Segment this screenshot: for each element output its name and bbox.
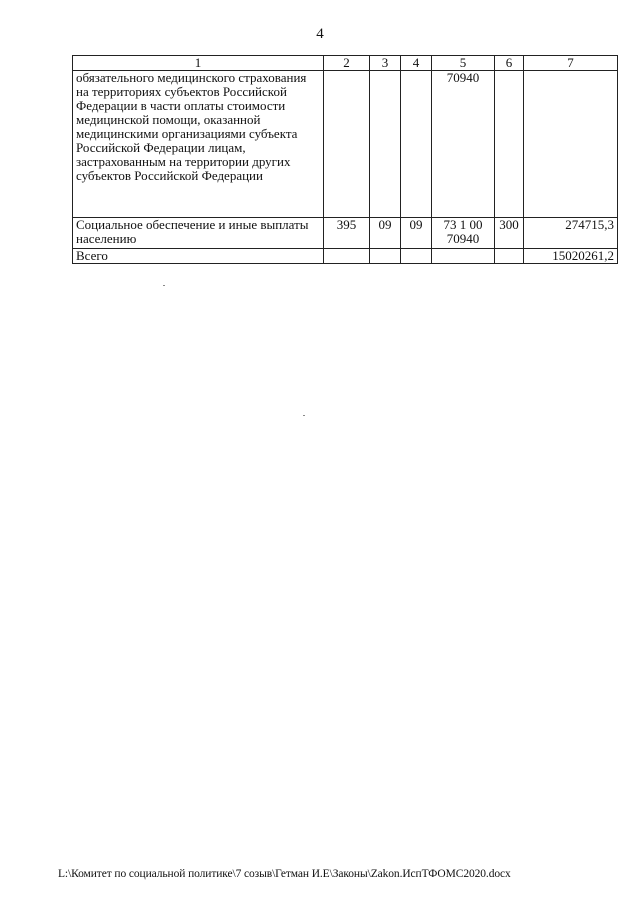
cell-chief-admin bbox=[324, 71, 370, 218]
cell-target-article: 73 1 00 70940 bbox=[432, 218, 495, 249]
table-row-total bbox=[73, 249, 618, 264]
budget-table bbox=[72, 55, 618, 264]
cell-section bbox=[370, 71, 401, 218]
document-file-path: L:\Комитет по социальной политике\7 созыв\Гетман И.Е\Законы\Zakon.ИспТФОМС2020.docx bbox=[58, 868, 511, 880]
cell-expense-type bbox=[495, 249, 524, 264]
column-header: 4 bbox=[401, 56, 432, 71]
column-header: 3 bbox=[370, 56, 401, 71]
column-header: 1 bbox=[73, 56, 324, 71]
row-name: Всего bbox=[73, 249, 324, 264]
column-header: 5 bbox=[432, 56, 495, 71]
page-number: 4 bbox=[316, 26, 324, 42]
scan-speck bbox=[163, 285, 165, 286]
cell-target-article: 70940 bbox=[432, 71, 495, 218]
column-header: 6 bbox=[495, 56, 524, 71]
row-name: обязательного медицинского страхования на территориях субъектов Российской Федерации в части оплаты стоимости медицинской помощи, оказанной медицинскими организациями субъекта Российской Федерации лицам, застрахованным на территории других субъектов Российской Федерации bbox=[73, 71, 324, 218]
cell-expense-type bbox=[495, 71, 524, 218]
row-name: Социальное обеспечение и иные выплаты населению bbox=[73, 218, 324, 249]
cell-chief-admin bbox=[324, 249, 370, 264]
cell-subsection bbox=[401, 71, 432, 218]
cell-chief-admin: 395 bbox=[324, 218, 370, 249]
column-header: 2 bbox=[324, 56, 370, 71]
cell-amount: 274715,3 bbox=[524, 218, 618, 249]
cell-subsection: 09 bbox=[401, 218, 432, 249]
cell-total-amount: 15020261,2 bbox=[524, 249, 618, 264]
cell-section bbox=[370, 249, 401, 264]
cell-expense-type: 300 bbox=[495, 218, 524, 249]
table-header-row bbox=[73, 56, 618, 71]
cell-section: 09 bbox=[370, 218, 401, 249]
cell-subsection bbox=[401, 249, 432, 264]
cell-amount bbox=[524, 71, 618, 218]
table-row bbox=[73, 218, 618, 249]
column-header: 7 bbox=[524, 56, 618, 71]
scan-speck bbox=[303, 415, 305, 416]
table-row bbox=[73, 71, 618, 218]
cell-target-article bbox=[432, 249, 495, 264]
